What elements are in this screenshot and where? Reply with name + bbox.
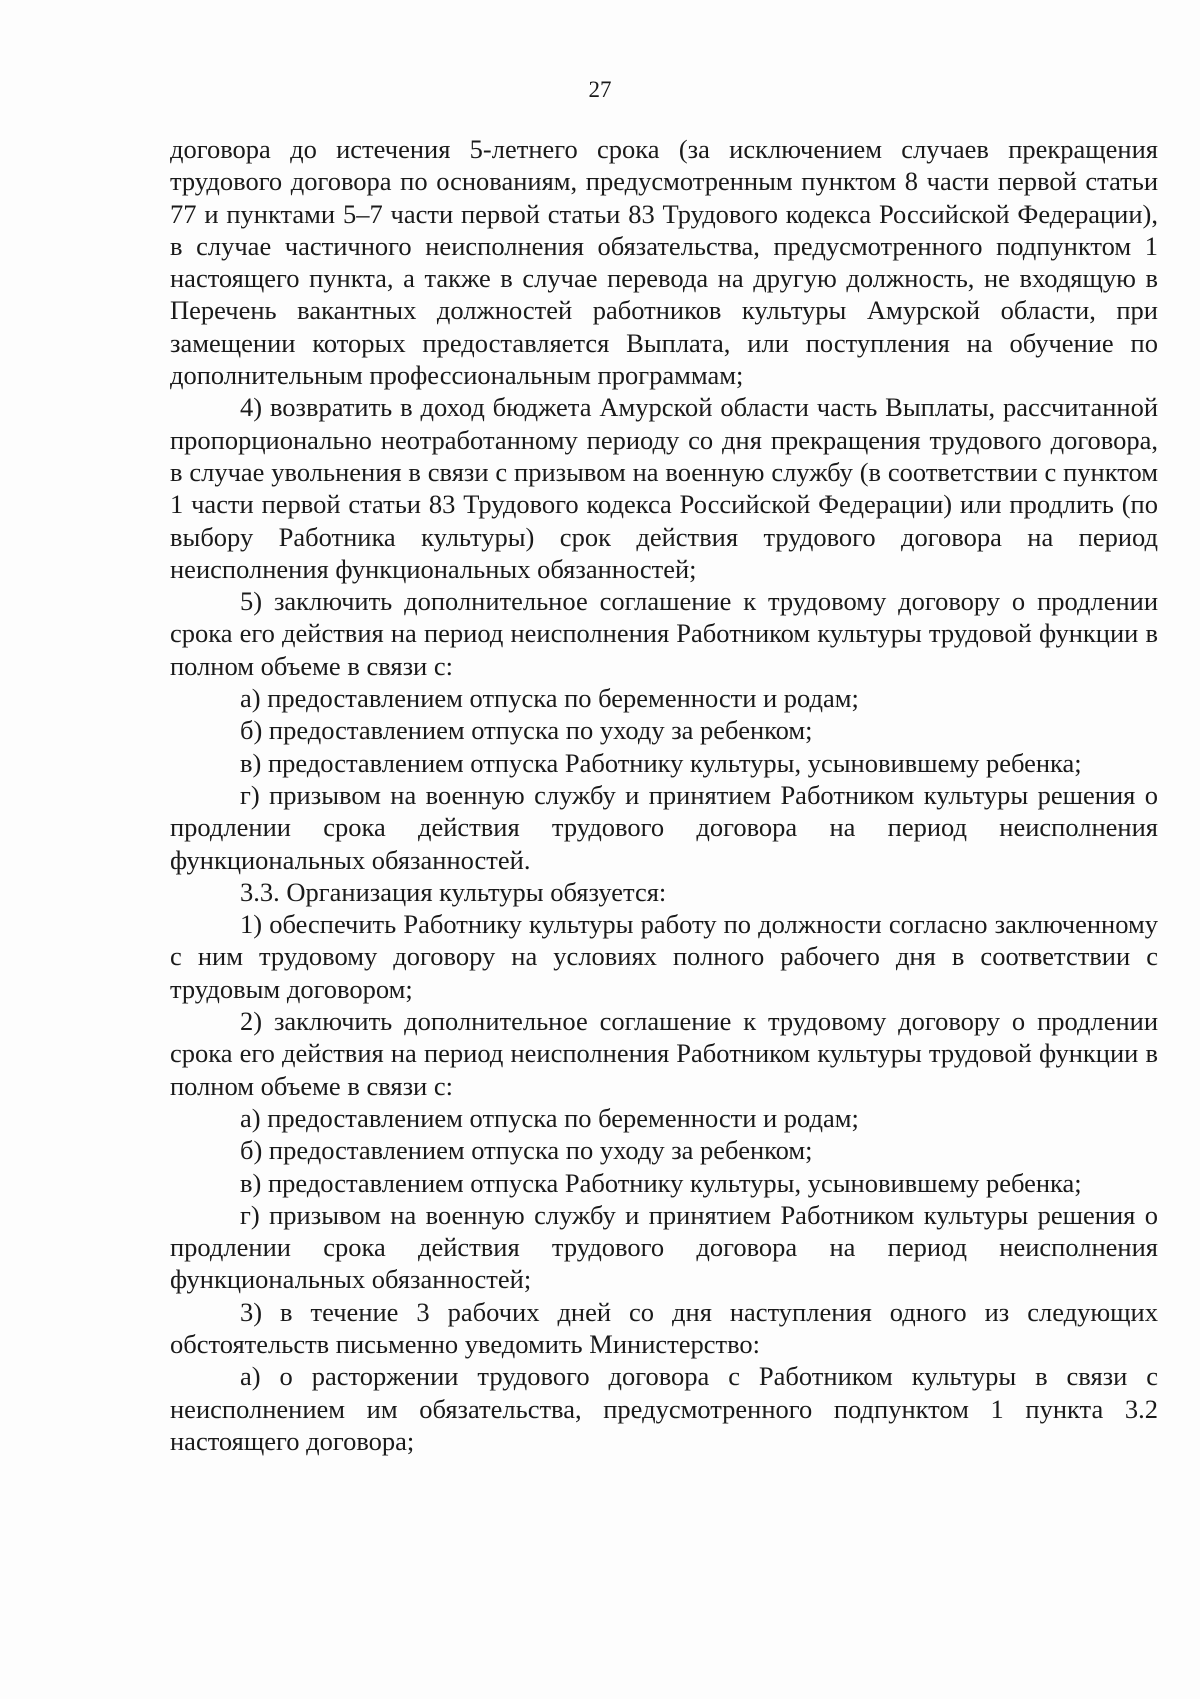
- paragraph-subitem-a: а) о расторжении трудового договора с Работником культуры в связи с неисполнением им обязательства, предусмотренного подпунктом 1 пункта 3.2 настоящего договора;: [170, 1361, 1158, 1456]
- document-body: [170, 133, 1158, 1457]
- paragraph-subitem-v: в) предоставлением отпуска Работнику культуры, усыновившему ребенка;: [240, 1167, 1082, 1198]
- paragraph-subitem-b: б) предоставлением отпуска по уходу за ребенком;: [240, 1135, 813, 1166]
- paragraph-item-1: 1) обеспечить Работнику культуры работу по должности согласно заключенному с ним трудовому договору на условиях полного рабочего дня в соответствии с трудовым договором;: [170, 909, 1158, 1004]
- page-number: 27: [588, 77, 612, 102]
- paragraph-item-3: 3) в течение 3 рабочих дней со дня наступления одного из следующих обстоятельств письменно уведомить Министерство:: [170, 1296, 1158, 1359]
- paragraph-subitem-a: а) предоставлением отпуска по беременности и родам;: [240, 683, 859, 714]
- paragraph-subitem-g: г) призывом на военную службу и принятием Работником культуры решения о продлении срока действия трудового договора на период неисполнения функциональных обязанностей;: [170, 1199, 1158, 1295]
- paragraph-subitem-g: г) призывом на военную службу и принятием Работником культуры решения о продлении срока действия трудового договора на период неисполнения функциональных обязанностей.: [170, 779, 1158, 875]
- section-heading-3-3: 3.3. Организация культуры обязуется:: [240, 876, 667, 907]
- paragraph-subitem-v: в) предоставлением отпуска Работнику культуры, усыновившему ребенка;: [240, 747, 1082, 778]
- paragraph-item-4: 4) возвратить в доход бюджета Амурской области часть Выплаты, рассчитанной пропорционально неотработанному периоду со дня прекращения трудового договора, в случае увольнения в связи с призывом на военную службу (в соответствии с пунктом 1 части первой статьи 83 Трудового кодекса Российской Федерации) или продлить (по выбору Работника культуры) срок действия трудового договора на период неисполнения функциональных обязанностей;: [170, 392, 1158, 584]
- paragraph-item-5: 5) заключить дополнительное соглашение к трудовому договору о продлении срока его действия на период неисполнения Работником культуры трудовой функции в полном объеме в связи с:: [170, 586, 1158, 681]
- paragraph-subitem-b: б) предоставлением отпуска по уходу за ребенком;: [240, 715, 813, 746]
- paragraph-item-2: 2) заключить дополнительное соглашение к трудовому договору о продлении срока его действия на период неисполнения Работником культуры трудовой функции в полном объеме в связи с:: [170, 1006, 1158, 1101]
- paragraph-continuation: договора до истечения 5-летнего срока (за исключением случаев прекращения трудового договора по основаниям, предусмотренным пунктом 8 части первой статьи 77 и пунктами 5–7 части первой статьи 83 Трудового кодекса Российской Федерации), в случае частичного неисполнения обязательства, предусмотренного подпунктом 1 настоящего пункта, а также в случае перевода на другую должность, не входящую в Перечень вакантных должностей работников культуры Амурской области, при замещении которых предоставляется Выплата, или поступления на обучение по дополнительным профессиональным программам;: [170, 134, 1158, 391]
- paragraph-subitem-a: а) предоставлением отпуска по беременности и родам;: [240, 1102, 859, 1133]
